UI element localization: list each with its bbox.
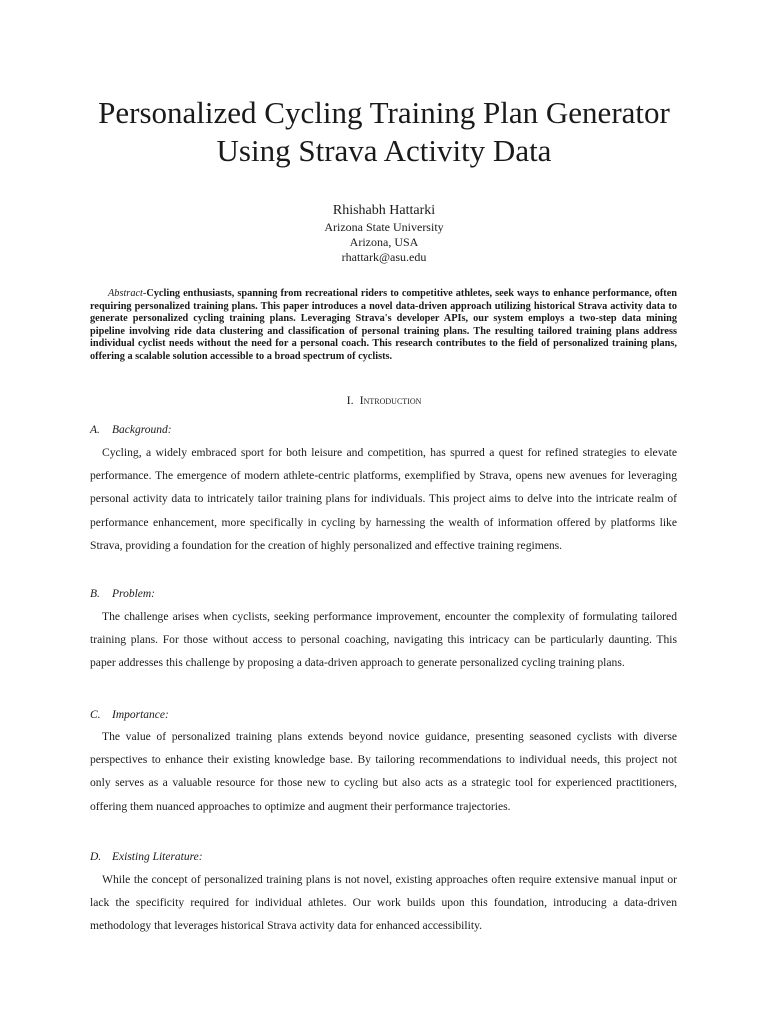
subsection-heading-problem	[90, 587, 677, 602]
subsection-title: Problem:	[112, 588, 156, 600]
author-location: Arizona, USA	[349, 235, 419, 249]
subsection-heading-importance	[90, 708, 677, 723]
subsection-heading-existing-literature	[90, 850, 677, 865]
subsection-title: Existing Literature:	[112, 851, 203, 863]
abstract-text: Cycling enthusiasts, spanning from recreational riders to competitive athletes, seek ways to enhance performance, often requiring personalized training plans. This paper introduces a novel data-driven approach utilizing historical Strava activity data to generate personalized cycling training plans. Leveraging Strava's developer APIs, our system employs a two-step data mining pipeline involving ride data clustering and classification of personal training plans. The resulting tailored training plans address individual cyclist needs without the need for a personal coach. This research contributes to the field of personalized training plans, offering a scalable solution accessible to a broad spectrum of cyclists.	[90, 288, 677, 362]
subsection-number: C.	[90, 709, 101, 721]
paper-title: Personalized Cycling Training Plan Generator Using Strava Activity Data	[98, 95, 670, 168]
abstract-label: Abstract-	[108, 288, 147, 299]
author-name: Rhishabh Hattarki	[332, 203, 436, 218]
section-number: I.	[346, 393, 354, 407]
paragraph-problem: The challenge arises when cyclists, seeking performance improvement, encounter the complexity of formulating tailored training plans. For those without access to personal coaching, navigating this intricacy can be particularly daunting. This paper addresses this challenge by proposing a data-driven approach to generate personalized cycling training plans.	[90, 610, 677, 670]
subsection-heading-background	[90, 423, 677, 438]
subsection-number: D.	[90, 851, 102, 863]
subsection-number: A.	[90, 424, 100, 436]
author-affiliation: Arizona State University	[324, 220, 444, 234]
paragraph-importance: The value of personalized training plans extends beyond novice guidance, presenting seasoned cyclists with diverse perspectives to enhance their existing knowledge base. By tailoring recommendations to individual needs, this project not only serves as a valuable resource for those new to cycling but also acts as a strategic tool for experienced practitioners, offering them nuanced approaches to optimize and augment their performance trajectories.	[90, 730, 677, 813]
paragraph-existing-literature: While the concept of personalized training plans is not novel, existing approaches often require extensive manual input or lack the specificity required for individual athletes. Our work builds upon this foundation, introducing a data-driven methodology that leverages historical Strava activity data for enhanced accessibility.	[90, 873, 677, 933]
paragraph-background: Cycling, a widely embraced sport for both leisure and competition, has spurred a quest for refined strategies to elevate performance. The emergence of modern athlete-centric platforms, exemplified by Strava, opens new avenues for leveraging personal activity data to intricately tailor training plans for individuals. This project aims to delve into the intricate realm of performance enhancement, more specifically in cycling by harnessing the wealth of information offered by platforms like Strava, providing a foundation for the creation of highly personalized and effective training regimens.	[90, 446, 677, 552]
author-email: rhattark@asu.edu	[341, 250, 427, 264]
section-heading-introduction	[0, 393, 768, 408]
author-block	[184, 202, 584, 265]
subsection-title: Importance:	[112, 709, 169, 721]
abstract	[90, 288, 677, 363]
section-title: Introduction	[359, 393, 422, 407]
subsection-title: Background:	[112, 424, 172, 436]
subsection-number: B.	[90, 588, 100, 600]
